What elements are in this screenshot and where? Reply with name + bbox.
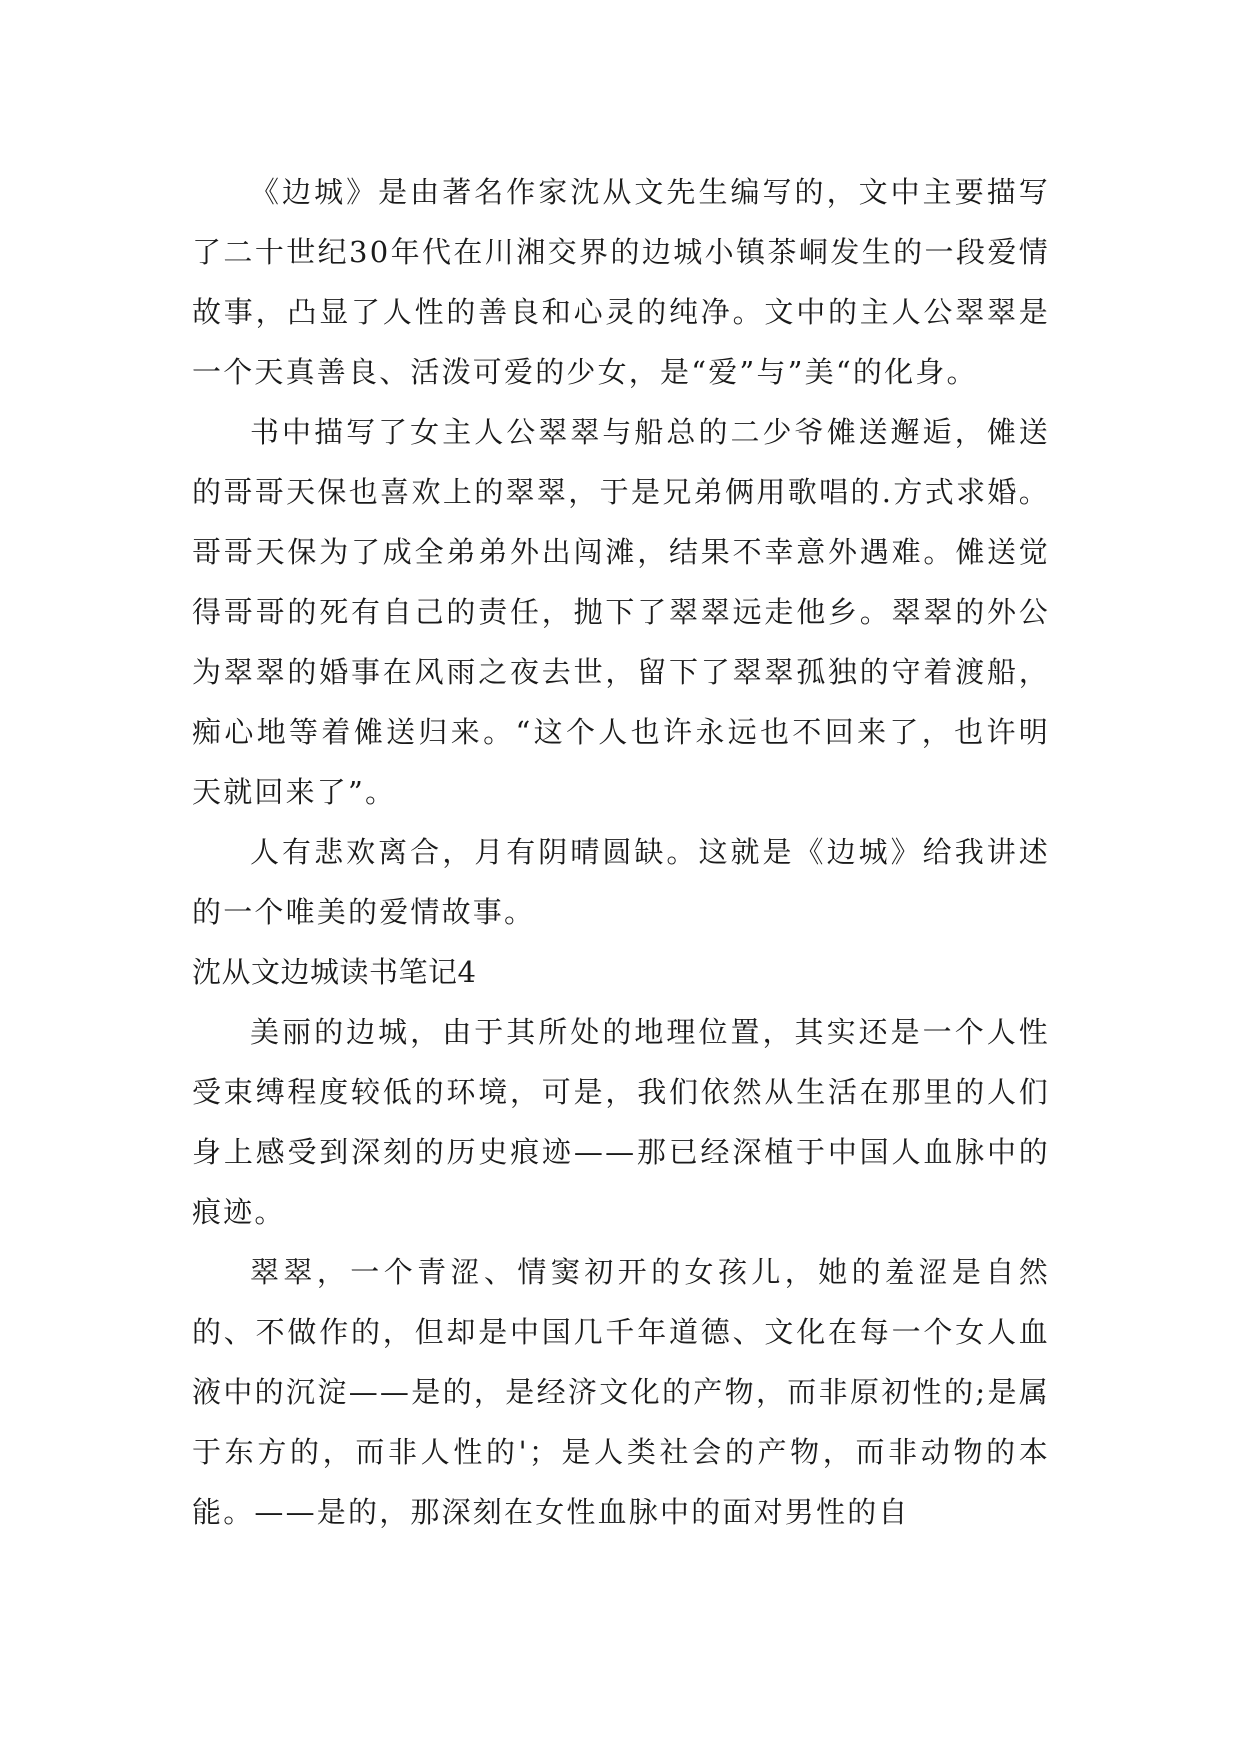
section-heading: 沈从文边城读书笔记4 (192, 955, 477, 989)
document-body (192, 162, 1050, 1542)
paragraph: 《边城》是由著名作家沈从文先生编写的，文中主要描写了二十世纪30年代在川湘交界的边城小镇茶峒发生的一段爱情故事，凸显了人性的善良和心灵的纯净。文中的主人公翠翠是一个天真善良、活泼可爱的少女，是“爱”与”美“的化身。 (192, 175, 1050, 389)
paragraph: 书中描写了女主人公翠翠与船总的二少爷傩送邂逅，傩送的哥哥天保也喜欢上的翠翠，于是兄弟俩用歌唱的.方式求婚。哥哥天保为了成全弟弟外出闯滩，结果不幸意外遇难。傩送觉得哥哥的死有自己的责任，抛下了翠翠远走他乡。翠翠的外公为翠翠的婚事在风雨之夜去世，留下了翠翠孤独的守着渡船，痴心地等着傩送归来。“这个人也许永远也不回来了，也许明天就回来了”。 (192, 415, 1050, 809)
paragraph: 翠翠，一个青涩、情窦初开的女孩儿，她的羞涩是自然的、不做作的，但却是中国几千年道德、文化在每一个女人血液中的沉淀——是的，是经济文化的产物，而非原初性的;是属于东方的，而非人性的'；是人类社会的产物，而非动物的本能。——是的，那深刻在女性血脉中的面对男性的自 (192, 1255, 1050, 1529)
paragraph: 美丽的边城，由于其所处的地理位置，其实还是一个人性受束缚程度较低的环境，可是，我们依然从生活在那里的人们身上感受到深刻的历史痕迹——那已经深植于中国人血脉中的痕迹。 (192, 1015, 1050, 1229)
paragraph: 人有悲欢离合，月有阴晴圆缺。这就是《边城》给我讲述的一个唯美的爱情故事。 (192, 835, 1050, 929)
